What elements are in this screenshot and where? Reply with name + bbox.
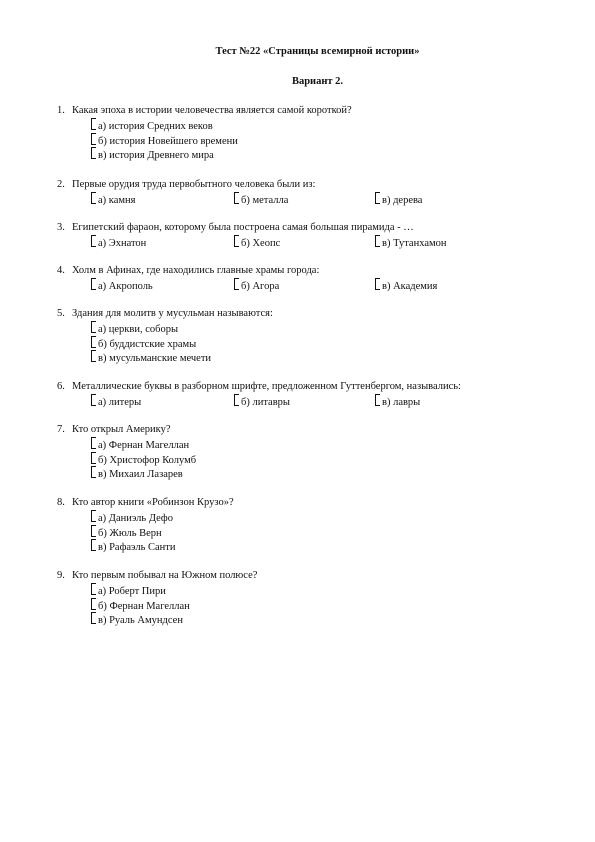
question-text: Кто первым побывал на Южном полюсе? bbox=[72, 570, 258, 581]
question-number: 6. bbox=[57, 381, 65, 392]
question-9 bbox=[57, 569, 257, 627]
question-6 bbox=[57, 380, 461, 409]
checkbox-bracket-icon bbox=[91, 133, 96, 145]
answer-option[interactable]: б) история Новейшего времени bbox=[57, 133, 352, 148]
checkbox-bracket-icon bbox=[91, 192, 96, 204]
checkbox-bracket-icon bbox=[91, 525, 96, 537]
checkbox-bracket-icon bbox=[91, 394, 96, 406]
question-text: Металлические буквы в разборном шрифте, предложенном Гуттенбергом, назывались: bbox=[72, 381, 461, 392]
answer-option[interactable]: а) Роберт Пири bbox=[57, 583, 257, 598]
question-text: Кто открыл Америку? bbox=[72, 424, 171, 435]
answer-option[interactable]: а) Акрополь bbox=[91, 278, 153, 295]
answer-option[interactable]: а) Фернан Магеллан bbox=[57, 437, 196, 452]
question-number: 4. bbox=[57, 265, 65, 276]
answer-option[interactable]: б) Христофор Колумб bbox=[57, 452, 196, 467]
question-8 bbox=[57, 496, 234, 554]
answer-option[interactable]: в) Михаил Лазарев bbox=[57, 466, 196, 481]
checkbox-bracket-icon bbox=[91, 118, 96, 130]
checkbox-bracket-icon bbox=[91, 510, 96, 522]
checkbox-bracket-icon bbox=[375, 192, 380, 204]
question-number: 2. bbox=[57, 179, 65, 190]
question-number: 1. bbox=[57, 105, 65, 116]
answer-option[interactable]: б) Хеопс bbox=[234, 235, 280, 252]
checkbox-bracket-icon bbox=[91, 612, 96, 624]
checkbox-bracket-icon bbox=[91, 336, 96, 348]
checkbox-bracket-icon bbox=[91, 350, 96, 362]
question-number: 7. bbox=[57, 424, 65, 435]
answer-option[interactable]: а) Даниэль Дефо bbox=[57, 510, 234, 525]
variant-title: Вариант 2. bbox=[291, 76, 344, 87]
answer-option[interactable]: а) камня bbox=[91, 192, 135, 209]
question-number: 5. bbox=[57, 308, 65, 319]
checkbox-bracket-icon bbox=[234, 192, 239, 204]
answer-option[interactable]: б) металла bbox=[234, 192, 288, 209]
checkbox-bracket-icon bbox=[91, 278, 96, 290]
question-text: Кто автор книги «Робинзон Крузо»? bbox=[72, 497, 234, 508]
answer-option[interactable]: б) буддистские храмы bbox=[57, 336, 273, 351]
checkbox-bracket-icon bbox=[234, 394, 239, 406]
question-text: Египетский фараон, которому была построена самая большая пирамида - … bbox=[72, 222, 414, 233]
question-text: Здания для молитв у мусульман называются: bbox=[72, 308, 273, 319]
answer-option[interactable]: б) литавры bbox=[234, 394, 290, 411]
checkbox-bracket-icon bbox=[91, 321, 96, 333]
answer-option[interactable]: в) Академия bbox=[375, 278, 437, 295]
question-5 bbox=[57, 307, 273, 365]
answer-option[interactable]: в) лавры bbox=[375, 394, 420, 411]
checkbox-bracket-icon bbox=[91, 452, 96, 464]
checkbox-bracket-icon bbox=[91, 235, 96, 247]
checkbox-bracket-icon bbox=[91, 583, 96, 595]
checkbox-bracket-icon bbox=[91, 147, 96, 159]
checkbox-bracket-icon bbox=[375, 394, 380, 406]
question-4 bbox=[57, 264, 438, 293]
answer-option[interactable]: б) Агора bbox=[234, 278, 279, 295]
answer-option[interactable]: а) церкви, соборы bbox=[57, 321, 273, 336]
question-number: 9. bbox=[57, 570, 65, 581]
question-number: 3. bbox=[57, 222, 65, 233]
question-3 bbox=[57, 221, 447, 250]
question-number: 8. bbox=[57, 497, 65, 508]
test-title: Тест №22 «Страницы всемирной истории» bbox=[215, 46, 420, 57]
question-7 bbox=[57, 423, 196, 481]
checkbox-bracket-icon bbox=[91, 466, 96, 478]
question-2 bbox=[57, 178, 423, 207]
answer-option[interactable]: а) Эхнатон bbox=[91, 235, 146, 252]
answer-option[interactable]: б) Фернан Магеллан bbox=[57, 598, 257, 613]
question-text: Холм в Афинах, где находились главные храмы города: bbox=[72, 265, 320, 276]
question-text: Первые орудия труда первобытного человека были из: bbox=[72, 179, 316, 190]
answer-option[interactable]: а) история Средних веков bbox=[57, 118, 352, 133]
checkbox-bracket-icon bbox=[234, 278, 239, 290]
answer-option[interactable]: в) Руаль Амундсен bbox=[57, 612, 257, 627]
answer-option[interactable]: в) история Древнего мира bbox=[57, 147, 352, 162]
checkbox-bracket-icon bbox=[91, 539, 96, 551]
answer-option[interactable]: в) мусульманские мечети bbox=[57, 350, 273, 365]
checkbox-bracket-icon bbox=[91, 598, 96, 610]
question-text: Какая эпоха в истории человечества является самой короткой? bbox=[72, 105, 352, 116]
checkbox-bracket-icon bbox=[91, 437, 96, 449]
answer-option[interactable]: в) Тутанхамон bbox=[375, 235, 447, 252]
checkbox-bracket-icon bbox=[375, 278, 380, 290]
answer-option[interactable]: в) дерева bbox=[375, 192, 422, 209]
checkbox-bracket-icon bbox=[234, 235, 239, 247]
answer-option[interactable]: б) Жюль Верн bbox=[57, 525, 234, 540]
checkbox-bracket-icon bbox=[375, 235, 380, 247]
question-1 bbox=[57, 104, 352, 162]
answer-option[interactable]: в) Рафаэль Санти bbox=[57, 539, 234, 554]
answer-option[interactable]: а) литеры bbox=[91, 394, 141, 411]
